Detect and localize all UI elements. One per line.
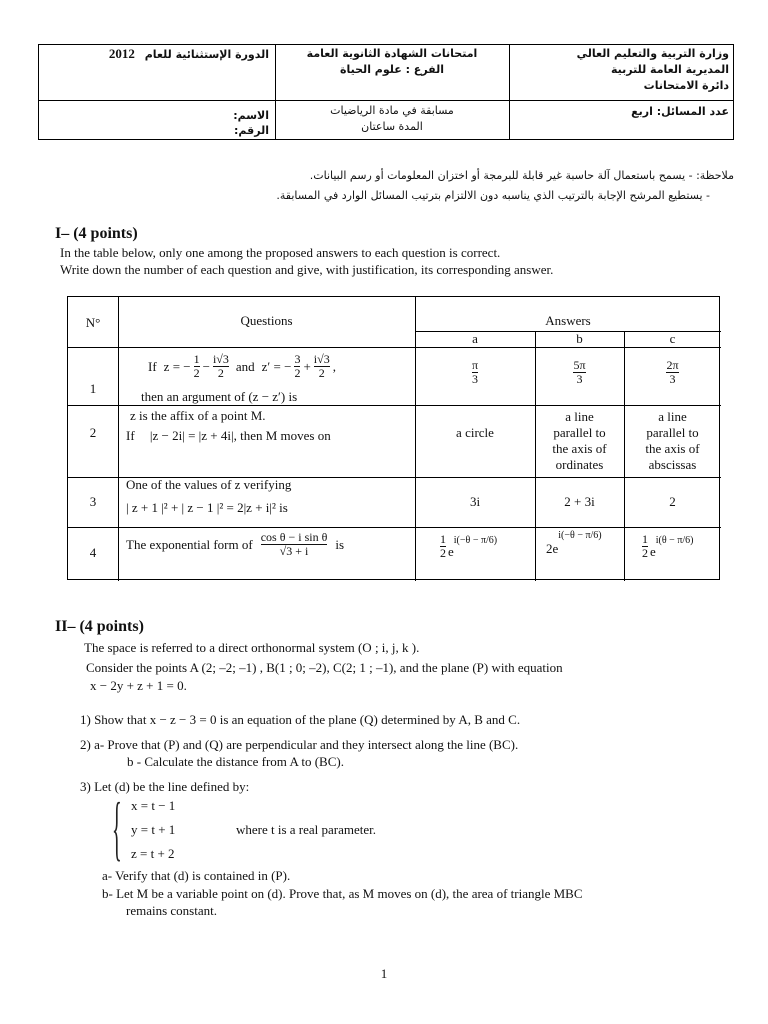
part2-q3: 3) Let (d) be the line defined by: bbox=[80, 779, 250, 794]
system-eq2: y = t + 1 bbox=[131, 822, 176, 837]
row3-answer-a: 3i bbox=[469, 494, 481, 509]
questions-table bbox=[67, 296, 720, 580]
col-header-questions: Questions bbox=[240, 313, 293, 328]
row4-answer-b: 2e $^{i(-\theta - \pi/6)}$ bbox=[546, 530, 602, 556]
system-brace: { bbox=[112, 787, 122, 869]
row3-answer-c: 2 bbox=[669, 494, 676, 509]
exam-subject: مسابقة في مادة الرياضيات bbox=[330, 104, 454, 117]
row1-question-formula: If z = − $\frac{1}{2}$ − $\frac{i√3}{2}$ and z′ = − $\frac{3}{2}$ + $\frac{i√3}{2}$ , bbox=[148, 352, 336, 380]
part2-intro1: The space is referred to a direct orthonormal system (O ; i, j, k ). bbox=[84, 640, 420, 655]
row3-question-line2: | z + 1 |² + | z − 1 |² = 2|z + i|² is bbox=[126, 500, 288, 515]
row4-question: The exponential form of $\frac{\text{cos θ − i sin θ}}{√3 + i}$ is bbox=[126, 530, 344, 558]
part1-title: I– (4 points) bbox=[55, 225, 138, 242]
row2-answer-c: a line parallel to the axis of abscissas bbox=[645, 409, 700, 472]
row1-question-then: then an argument of (z − z′) is bbox=[141, 389, 298, 404]
part1-intro2: Write down the number of each question and give, with justification, its corresponding answer. bbox=[60, 262, 554, 277]
row3-question-line1: One of the values of z verifying bbox=[126, 477, 292, 492]
ministry-line2: المديرية العامة للتربية bbox=[610, 63, 729, 76]
col-header-a: a bbox=[472, 331, 478, 346]
row1-answer-b: $\frac{5\pi}{3}$ bbox=[573, 358, 586, 386]
col-header-answers: Answers bbox=[545, 313, 591, 328]
part2-intro3: x − 2y + z + 1 = 0. bbox=[90, 678, 187, 693]
ministry-line3: دائرة الامتحانات bbox=[643, 79, 729, 92]
row2-question-line2: If |z − 2i| = |z + 4i|, then M moves on bbox=[126, 428, 331, 443]
exam-title: امتحانات الشهادة الثانوية العامة bbox=[306, 47, 478, 60]
row1-number: 1 bbox=[89, 381, 97, 396]
exam-session: الدورة الإستثنائية للعام bbox=[144, 48, 269, 61]
exam-header-box bbox=[38, 44, 734, 140]
system-eq1: x = t − 1 bbox=[131, 798, 176, 813]
row3-number: 3 bbox=[89, 494, 97, 509]
row4-answer-a: $\frac{1}{2}$ e $^{i(-\theta - \pi/6)}$ bbox=[440, 532, 498, 560]
part2-q3a: a- Verify that (d) is contained in (P). bbox=[102, 868, 291, 883]
ministry-line1: وزارة التربية والتعليم العالي bbox=[576, 47, 729, 60]
exam-duration: المدة ساعتان bbox=[361, 120, 423, 133]
system-eq3: z = t + 2 bbox=[131, 846, 175, 861]
row4-answer-c: $\frac{1}{2}$ e $^{i(\theta - \pi/6)}$ bbox=[642, 532, 694, 560]
note-line2: - يستطيع المرشح الإجابة بالترتيب الذي يناسبه دون الالتزام بترتيب المسائل الوارد في المسابقة. bbox=[276, 189, 710, 202]
exam-branch: الفرع : علوم الحياة bbox=[340, 63, 444, 76]
col-header-c: c bbox=[669, 331, 676, 346]
row3-answer-b: 2 + 3i bbox=[564, 494, 595, 509]
part2-q3b-line1: b- Let M be a variable point on (d). Prove that, as M moves on (d), the area of triangle MBC bbox=[102, 886, 583, 901]
row4-number: 4 bbox=[89, 545, 97, 560]
row2-number: 2 bbox=[89, 425, 97, 440]
part2-q3b-line2: remains constant. bbox=[126, 903, 217, 918]
col-header-n: N° bbox=[85, 315, 101, 330]
col-header-b: b bbox=[576, 331, 583, 346]
part1-intro1: In the table below, only one among the proposed answers to each question is correct. bbox=[60, 245, 501, 260]
exam-year: 2012 bbox=[108, 46, 135, 61]
row1-answer-c: $\frac{2\pi}{3}$ bbox=[666, 358, 679, 386]
part2-q2a: 2) a- Prove that (P) and (Q) are perpendicular and they intersect along the line (BC). bbox=[80, 737, 519, 752]
part2-title: II– (4 points) bbox=[55, 618, 144, 635]
row2-answer-a: a circle bbox=[456, 425, 494, 440]
part2-intro2: Consider the points A (2; –2; –1) , B(1 ; 0; –2), C(2; 1 ; –1), and the plane (P) with equation bbox=[86, 660, 563, 675]
system-where: where t is a real parameter. bbox=[236, 822, 377, 837]
part2-q2b: b - Calculate the distance from A to (BC). bbox=[127, 754, 344, 769]
part2-q1: 1) Show that x − z − 3 = 0 is an equation of the plane (Q) determined by A, B and C. bbox=[80, 712, 521, 727]
name-label: الاسم: bbox=[233, 109, 269, 122]
note-line1: ملاحظة: - يسمح باستعمال آلة حاسبة غير قابلة للبرمجة أو اختزان المعلومات أو رسم البيانات. bbox=[309, 169, 734, 182]
row2-answer-b: a line parallel to the axis of ordinates bbox=[552, 409, 607, 472]
problems-count: عدد المسائل: اربع bbox=[631, 105, 729, 118]
number-label: الرقم: bbox=[234, 124, 269, 137]
row1-answer-a: $\frac{\pi}{3}$ bbox=[471, 358, 479, 386]
row2-question-line1: z is the affix of a point M. bbox=[130, 408, 266, 423]
page-number: 1 bbox=[380, 966, 388, 981]
